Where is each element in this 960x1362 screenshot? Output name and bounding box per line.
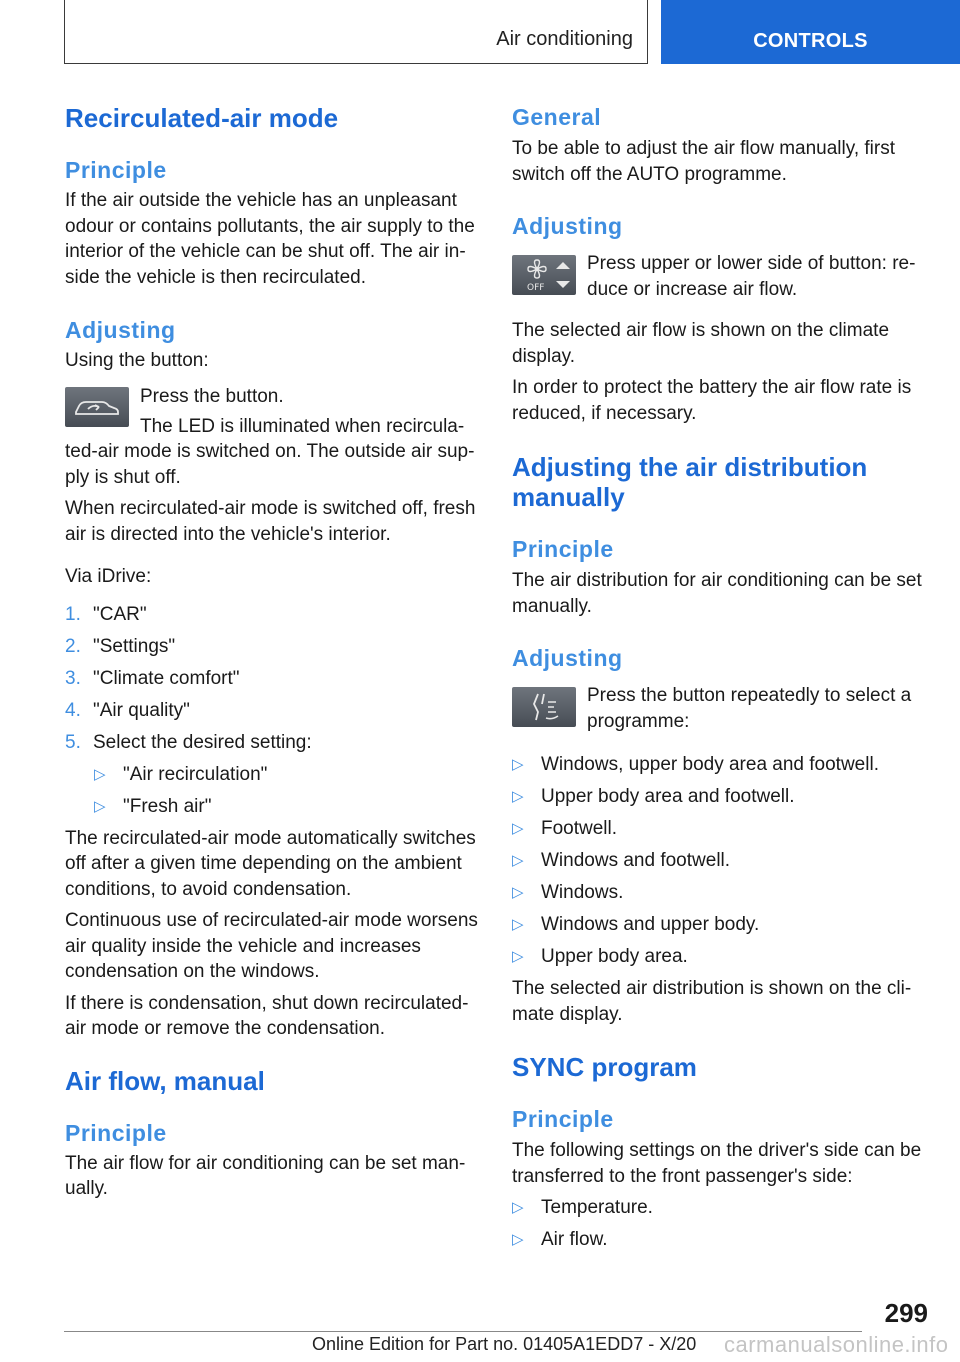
press-upper-lower-text: Press upper or lower side of button: reduce or increase air flow. bbox=[587, 253, 916, 300]
list-item bbox=[512, 944, 928, 970]
programme-list bbox=[512, 752, 928, 970]
step-number: 2. bbox=[65, 635, 81, 657]
general-text: To be able to adjust the air flow manually, first switch off the AUTO programme. bbox=[512, 138, 896, 185]
distribution-principle-heading: Principle bbox=[512, 536, 614, 562]
adjusting-heading: Adjusting bbox=[65, 317, 176, 343]
programme-text: Windows and footwell. bbox=[541, 850, 731, 871]
sync-list bbox=[512, 1195, 928, 1253]
list-item bbox=[512, 752, 928, 778]
option-text: "Air recirculation" bbox=[123, 763, 268, 785]
fan-off-button-icon bbox=[512, 255, 576, 295]
triangle-bullet-icon: ▷ bbox=[512, 788, 524, 805]
airflow-adjusting-heading: Adjusting bbox=[512, 213, 623, 239]
triangle-bullet-icon: ▷ bbox=[512, 820, 524, 837]
page-number: 299 bbox=[884, 1298, 928, 1328]
list-item bbox=[512, 848, 928, 874]
general-heading: General bbox=[512, 104, 602, 130]
programme-text: Footwell. bbox=[541, 818, 618, 839]
triangle-bullet-icon: ▷ bbox=[512, 1231, 524, 1248]
right-column bbox=[512, 100, 928, 1259]
header-frame bbox=[64, 0, 648, 64]
triangle-bullet-icon: ▷ bbox=[512, 756, 524, 773]
step-number: 1. bbox=[65, 603, 81, 625]
list-item bbox=[512, 1195, 928, 1221]
press-button-text: Press the button. bbox=[140, 385, 284, 407]
distribution-instruction bbox=[512, 685, 928, 734]
step-text: "Climate comfort" bbox=[93, 667, 240, 689]
triangle-bullet-icon: ▷ bbox=[512, 1199, 524, 1216]
distribution-display-text: The selected air distribution is shown on the climate display. bbox=[512, 978, 912, 1025]
recirculated-air-title: Recirculated-air mode bbox=[65, 103, 339, 133]
chapter-tab[interactable] bbox=[661, 0, 960, 64]
option-text: "Fresh air" bbox=[123, 795, 212, 817]
air-flow-manual-title: Air flow, manual bbox=[65, 1065, 265, 1096]
list-item bbox=[512, 816, 928, 842]
triangle-bullet-icon: ▷ bbox=[94, 765, 106, 783]
sync-program-title: SYNC program bbox=[512, 1052, 697, 1082]
airflow-principle-text: The air flow for air conditioning can be set manually. bbox=[65, 1152, 466, 1199]
list-item bbox=[65, 666, 479, 692]
step-text: "Air quality" bbox=[93, 699, 190, 721]
setting-options bbox=[65, 762, 479, 820]
air-distribution-button-icon bbox=[512, 687, 576, 727]
list-item bbox=[512, 880, 928, 906]
principle-heading: Principle bbox=[65, 157, 167, 183]
programme-text: Windows. bbox=[541, 882, 624, 903]
airflow-display-text: The selected air flow is shown on the climate display. bbox=[512, 320, 890, 367]
air-distribution-title: Adjusting the air distribution manually bbox=[512, 452, 868, 512]
continuous-use-text: Continuous use of recirculated-air mode worsens air quality inside the vehicle and increases condensation on the windows. bbox=[65, 910, 478, 982]
distribution-principle-text: The air distribution for air conditioning can be set manually. bbox=[512, 570, 922, 617]
principle-text: If the air outside the vehicle has an unpleasant odour or contains pollutants, the air supply to the interior of the vehicle can be shut off. The air inside the vehicle is then recirculated. bbox=[65, 190, 475, 288]
list-item bbox=[512, 1227, 928, 1253]
auto-switch-text: The recirculated-air mode automatically switches off after a given time depending on the ambient conditions, to avoid condensation. bbox=[65, 827, 476, 900]
step-text: Select the desired setting: bbox=[93, 731, 312, 753]
programme-text: Upper body area and footwell. bbox=[541, 786, 795, 807]
list-item bbox=[94, 794, 479, 820]
condensation-text: If there is condensation, shut down recirculated-air mode or remove the condensation. bbox=[65, 992, 469, 1039]
sync-item-text: Air flow. bbox=[541, 1229, 608, 1250]
list-item bbox=[65, 730, 479, 756]
list-item bbox=[65, 602, 479, 628]
sync-item-text: Temperature. bbox=[541, 1197, 653, 1218]
list-item bbox=[65, 698, 479, 724]
step-text: "Settings" bbox=[93, 635, 176, 657]
triangle-bullet-icon: ▷ bbox=[512, 916, 524, 933]
triangle-bullet-icon: ▷ bbox=[512, 884, 524, 901]
via-idrive-text: Via iDrive: bbox=[65, 566, 152, 587]
press-repeatedly-text: Press the button repeatedly to select a programme: bbox=[587, 685, 912, 732]
triangle-bullet-icon: ▷ bbox=[512, 948, 524, 965]
using-button-text: Using the button: bbox=[65, 350, 209, 371]
step-number: 5. bbox=[65, 731, 81, 753]
distribution-adjusting-heading: Adjusting bbox=[512, 645, 623, 671]
idrive-steps bbox=[65, 602, 479, 756]
switched-off-text: When recirculated-air mode is switched off, fresh air is directed into the vehicle's interior. bbox=[65, 498, 476, 545]
sync-principle-heading: Principle bbox=[512, 1106, 614, 1132]
edition-text: Online Edition for Part no. 01405A1EDD7 - X/20 bbox=[312, 1334, 697, 1354]
step-number: 4. bbox=[65, 699, 81, 721]
sync-principle-text: The following settings on the driver's side can be transferred to the front passenger's side: bbox=[512, 1140, 922, 1187]
watermark: carmanualsonline.info bbox=[724, 1332, 949, 1357]
chapter-label: CONTROLS bbox=[753, 30, 868, 52]
svg-text:OFF: OFF bbox=[527, 283, 545, 293]
step-text: "CAR" bbox=[93, 603, 147, 625]
triangle-bullet-icon: ▷ bbox=[512, 852, 524, 869]
triangle-bullet-icon: ▷ bbox=[94, 797, 106, 815]
recirculation-button-icon bbox=[65, 387, 129, 427]
programme-text: Upper body area. bbox=[541, 946, 688, 967]
battery-text: In order to protect the battery the air flow rate is reduced, if necessary. bbox=[512, 377, 912, 424]
step-number: 3. bbox=[65, 667, 81, 689]
fan-instruction bbox=[512, 253, 928, 302]
list-item bbox=[512, 784, 928, 810]
list-item bbox=[512, 912, 928, 938]
section-title: Air conditioning bbox=[496, 28, 633, 50]
led-text: The LED is illuminated when recirculated-air mode is switched on. The outside air supply is shut off. bbox=[65, 415, 475, 488]
programme-text: Windows, upper body area and footwell. bbox=[541, 754, 879, 775]
airflow-principle-heading: Principle bbox=[65, 1119, 167, 1146]
list-item bbox=[65, 634, 479, 660]
left-column bbox=[65, 100, 479, 1202]
list-item bbox=[94, 762, 479, 788]
programme-text: Windows and upper body. bbox=[541, 914, 760, 935]
